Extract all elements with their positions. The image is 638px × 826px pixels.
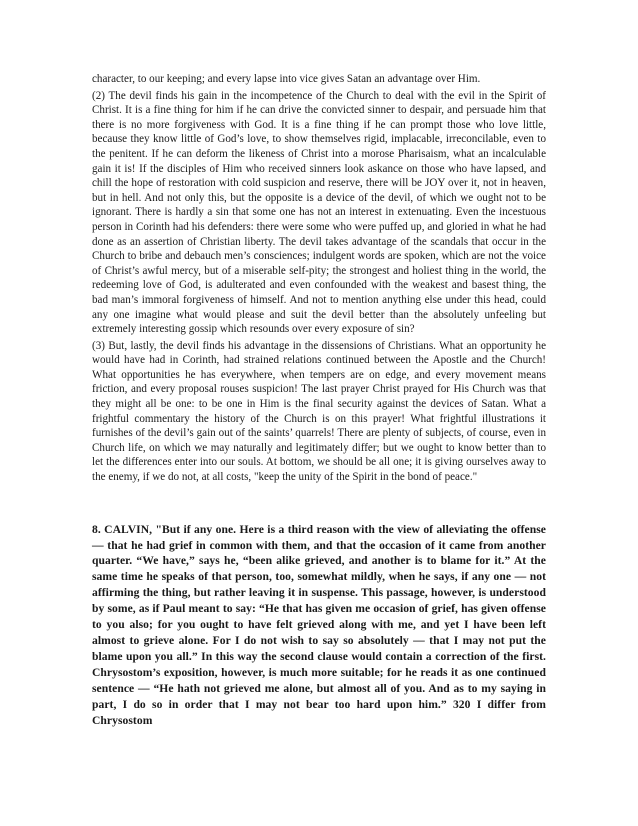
paragraph-continuation: character, to our keeping; and every lapse into vice gives Satan an advantage over Him. <box>92 73 481 85</box>
document-page <box>92 72 546 728</box>
paragraph-3-dissensions: (3) But, lastly, the devil finds his advantage in the dissensions of Christians. What an opportunity he would have had in Corinth, had strained relations continued between the Apostle and the Church! What opportunities he has everywhere, when tempers are on edge, and every movement means friction, and every proposal rouses suspicion! The last prayer Christ prayed for His Church was that they might all be one: to be one in Him is the final security against the devices of Satan. What a frightful commentary the history of the Church is on this prayer! What frightful illustrations it furnishes of the devil’s gain out of the saints’ quarrels! There are plenty of subjects, of course, even in Church life, on which we may naturally and legitimately differ; but we ought to know better than to let the differences enter into our souls. At bottom, we should be all one; it is giving ourselves away to the enemy, if we do not, at all costs, "keep the unity of the Spirit in the bond of peace." <box>92 339 546 484</box>
section-gap <box>92 485 546 522</box>
calvin-commentary-paragraph: 8. CALVIN, "But if any one. Here is a third reason with the view of alleviating the offense — that he had grief in common with them, and that the occasion of it came from another quarter. “We have,” says he, “been alike grieved, and another is to blame for it.” At the same time he speaks of that person, too, somewhat mildly, when he says, if any one — not affirming the thing, but rather leaving it in suspense. This passage, however, is understood by some, as if Paul meant to say: “He that has given me occasion of grief, has given offense to you also; for you ought to have felt grieved along with me, and yet I have been left almost to grieve alone. For I do not wish to say so absolutely — that I may not put the blame upon you all.” In this way the second clause would contain a correction of the first. Chrysostom’s exposition, however, is much more suitable; for he reads it as one continued sentence — “He hath not grieved me alone, but almost all of you. And as to my saying in part, I do so in order that I may not bear too hard upon him.” 320 I differ from Chrysostom <box>92 522 546 727</box>
paragraph-2-incompetence: (2) The devil finds his gain in the incompetence of the Church to deal with the evil in the Spirit of Christ. It is a fine thing for him if he can drive the convicted sinner to despair, and persuade him that there is no more forgiveness with God. It is a fine thing if he can prompt those who love little, because they know little of God’s love, to show themselves rigid, implacable, irreconcilable, even to the penitent. If he can deform the likeness of Christ into a morose Pharisaism, what an incalculable gain it is! If the disciples of Him who received sinners look askance on those who have lapsed, and chill the hope of restoration with cold suspicion and reserve, there will be JOY over it, not in heaven, but in hell. And not only this, but the opposite is a device of the devil, of which we ought not to be ignorant. There is hardly a sin that some one has not an interest in extenuating. Even the incestuous person in Corinth had his defenders: there were some who were puffed up, and gloried in what he had done as an assertion of Christian liberty. The devil takes advantage of the scandals that occur in the Church to bribe and debauch men’s consciences; indulgent words are spoken, which are not the voice of Christ’s awful mercy, but of a miserable self-pity; the strongest and holiest thing in the world, the redeeming love of God, is adulterated and even confounded with the weakest and basest thing, the bad man’s immoral forgiveness of himself. And not to mention anything else under this head, could any one imagine what would please and suit the devil better than the absolutely unfeeling but extremely interesting gossip which resounds over every exposure of sin? <box>92 89 546 336</box>
